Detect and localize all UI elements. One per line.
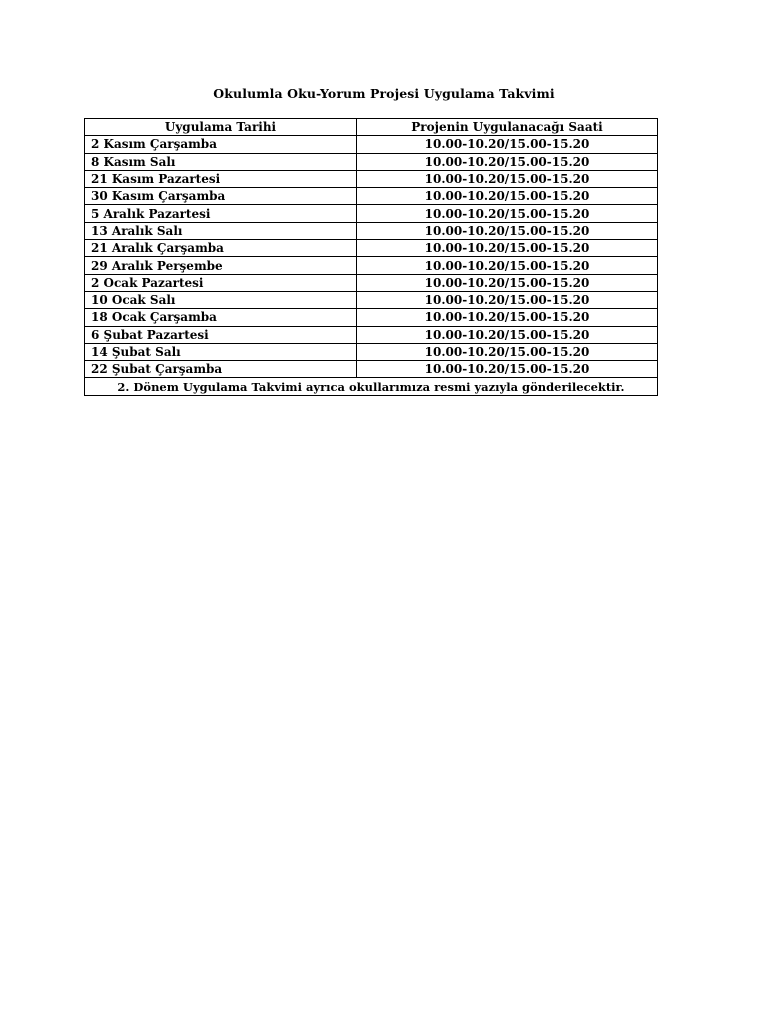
row-time: 10.00-10.20/15.00-15.20 (357, 205, 658, 222)
row-date: 2 Ocak Pazartesi (85, 274, 357, 291)
table-row (85, 188, 658, 205)
row-time: 10.00-10.20/15.00-15.20 (357, 361, 658, 378)
row-date: 2 Kasım Çarşamba (85, 136, 357, 153)
table-row (85, 274, 658, 291)
table-footer-row (85, 378, 658, 395)
row-date: 18 Ocak Çarşamba (85, 309, 357, 326)
row-time: 10.00-10.20/15.00-15.20 (357, 326, 658, 343)
row-time: 10.00-10.20/15.00-15.20 (357, 274, 658, 291)
row-date: 21 Kasım Pazartesi (85, 170, 357, 187)
table-row (85, 222, 658, 239)
footer-note: 2. Dönem Uygulama Takvimi ayrıca okullarımıza resmi yazıyla gönderilecektir. (85, 378, 658, 395)
row-date: 22 Şubat Çarşamba (85, 361, 357, 378)
row-date: 13 Aralık Salı (85, 222, 357, 239)
table-row (85, 309, 658, 326)
row-time: 10.00-10.20/15.00-15.20 (357, 188, 658, 205)
row-time: 10.00-10.20/15.00-15.20 (357, 257, 658, 274)
row-date: 10 Ocak Salı (85, 291, 357, 308)
row-time: 10.00-10.20/15.00-15.20 (357, 240, 658, 257)
schedule-table (84, 118, 658, 396)
row-time: 10.00-10.20/15.00-15.20 (357, 291, 658, 308)
row-date: 14 Şubat Salı (85, 343, 357, 360)
row-date: 29 Aralık Perşembe (85, 257, 357, 274)
table-row (85, 153, 658, 170)
row-time: 10.00-10.20/15.00-15.20 (357, 170, 658, 187)
row-time: 10.00-10.20/15.00-15.20 (357, 309, 658, 326)
row-time: 10.00-10.20/15.00-15.20 (357, 343, 658, 360)
table-row (85, 170, 658, 187)
row-date: 8 Kasım Salı (85, 153, 357, 170)
table-header-row (85, 119, 658, 136)
table-row (85, 361, 658, 378)
row-date: 6 Şubat Pazartesi (85, 326, 357, 343)
column-header-date: Uygulama Tarihi (85, 119, 357, 136)
row-date: 21 Aralık Çarşamba (85, 240, 357, 257)
row-time: 10.00-10.20/15.00-15.20 (357, 136, 658, 153)
row-date: 5 Aralık Pazartesi (85, 205, 357, 222)
column-header-time: Projenin Uygulanacağı Saati (357, 119, 658, 136)
table-row (85, 291, 658, 308)
table-row (85, 240, 658, 257)
table-row (85, 257, 658, 274)
row-time: 10.00-10.20/15.00-15.20 (357, 222, 658, 239)
table-row (85, 136, 658, 153)
row-date: 30 Kasım Çarşamba (85, 188, 357, 205)
table-row (85, 343, 658, 360)
row-time: 10.00-10.20/15.00-15.20 (357, 153, 658, 170)
table-row (85, 205, 658, 222)
page-title: Okulumla Oku-Yorum Projesi Uygulama Takvimi (213, 86, 555, 101)
table-row (85, 326, 658, 343)
